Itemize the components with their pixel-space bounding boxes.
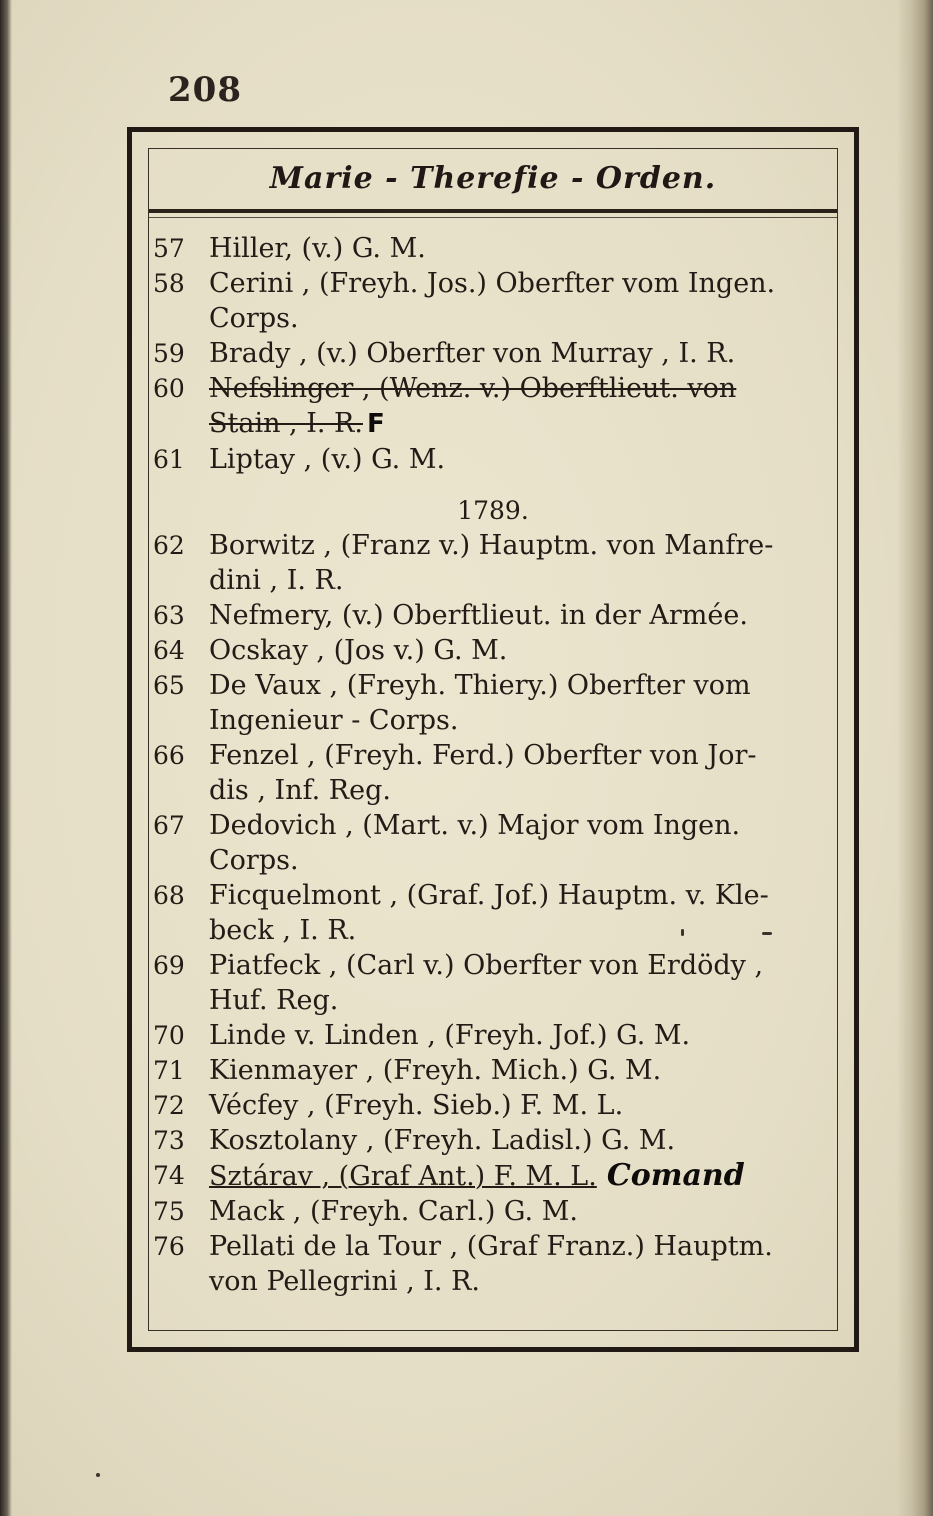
entry-text: Corps. [209,845,299,876]
handwritten-annotation: Comand [606,1158,745,1193]
entry-text: dis , Inf. Reg. [209,775,391,806]
entry-text: Mack , (Freyh. Carl.) G. M. [209,1196,578,1227]
entry-continuation [149,913,837,948]
entry-row [149,1158,837,1194]
entry-number: 75 [153,1197,185,1226]
entry-text: Hiller, (v.) G. M. [209,233,426,264]
entry-row [149,1229,837,1264]
entry-number: 64 [153,636,185,665]
ink-speck [762,932,772,935]
entry-text: Sztárav , (Graf Ant.) F. M. L. Comand [209,1158,745,1193]
entry-number [149,406,209,442]
title-bar [149,149,837,213]
entry-number: 69 [153,951,185,980]
entry-number [149,703,209,738]
entry-text: Dedovich , (Mart. v.) Major vom Ingen. [209,810,741,841]
entry-number: 71 [153,1056,185,1085]
entry-text: Cerini , (Freyh. Jos.) Oberfter vom Ingen. [209,268,776,299]
entry-number [149,983,209,1018]
entry-row [149,808,837,843]
entry-row [149,1053,837,1088]
entry-row [149,528,837,563]
entry-continuation [149,1264,837,1299]
entry-row [149,442,837,477]
entry-number: 72 [153,1091,185,1120]
entry-row [149,948,837,983]
entry-number: 76 [153,1232,185,1261]
entry-text: Vécfey , (Freyh. Sieb.) F. M. L. [209,1090,624,1121]
entry-text: dini , I. R. [209,565,344,596]
entry-number: 60 [153,374,185,403]
entry-number [149,843,209,878]
entry-row [149,266,837,301]
entries-before-year [149,231,837,477]
ruled-frame [127,127,859,1352]
entry-number: 73 [153,1126,185,1155]
entry-number: 62 [153,531,185,560]
entry-row [149,336,837,371]
entry-text: von Pellegrini , I. R. [209,1266,481,1297]
entry-list [149,231,837,1299]
entry-number: 74 [153,1161,185,1190]
entry-text: Kosztolany , (Freyh. Ladisl.) G. M. [209,1125,676,1156]
entry-text: Ocskay , (Jos v.) G. M. [209,635,508,666]
entry-continuation [149,301,837,336]
entry-text: Ficquelmont , (Graf. Jof.) Hauptm. v. Kle- [209,880,769,911]
entry-continuation [149,406,837,442]
page-spine-shadow [897,0,933,1516]
entry-text: Piatfeck , (Carl v.) Oberfter von Erdödy , [209,950,764,981]
entry-row [149,1018,837,1053]
year-heading: 1789. [457,496,529,525]
entry-row [149,1088,837,1123]
entry-row [149,1123,837,1158]
entry-continuation [149,703,837,738]
entry-continuation [149,563,837,598]
title-rule [149,217,837,218]
entry-text: Nefslinger , (Wenz. v.) Oberftlieut. von [209,373,737,404]
entry-text: De Vaux , (Freyh. Thiery.) Oberfter vom [209,670,751,701]
entry-row [149,231,837,266]
entry-number: 65 [153,671,185,700]
entry-text: beck , I. R. [209,915,357,946]
ink-speck [681,929,684,936]
entry-continuation [149,773,837,808]
entry-row [149,878,837,913]
entry-number [149,301,209,336]
entry-text: Huf. Reg. [209,985,339,1016]
entry-text: Kienmayer , (Freyh. Mich.) G. M. [209,1055,662,1086]
entry-row [149,738,837,773]
entry-number: 66 [153,741,185,770]
entry-row [149,633,837,668]
entry-number: 63 [153,601,185,630]
entry-row [149,1194,837,1229]
entry-text: Brady , (v.) Oberfter von Murray , I. R. [209,338,736,369]
entry-row [149,371,837,406]
entry-text: Borwitz , (Franz v.) Hauptm. von Manfre- [209,530,774,561]
entry-number: 57 [153,234,185,263]
entry-number: 58 [153,269,185,298]
page-number: 208 [168,70,242,110]
entry-text: Liptay , (v.) G. M. [209,444,446,475]
entry-number [149,913,209,948]
entry-number [149,1264,209,1299]
entry-row [149,668,837,703]
entry-number [149,773,209,808]
entry-text: Pellati de la Tour , (Graf Franz.) Hauptm. [209,1231,773,1262]
entry-number [149,563,209,598]
entry-number: 68 [153,881,185,910]
entry-number: 70 [153,1021,185,1050]
entry-text: Fenzel , (Freyh. Ferd.) Oberfter von Jor- [209,740,757,771]
inner-frame [148,148,838,1331]
entry-number: 59 [153,339,185,368]
entry-number: 67 [153,811,185,840]
entry-row [149,598,837,633]
page-title: Marie - Therefie - Orden. [269,161,717,196]
pen-mark-annotation: F [366,409,385,439]
entry-text: Nefmery, (v.) Oberftlieut. in der Armée. [209,600,748,631]
entries-after-year [149,528,837,1299]
entry-continuation [149,983,837,1018]
entry-text: Corps. [209,303,299,334]
entry-number: 61 [153,445,185,474]
entry-continuation [149,843,837,878]
entry-text: Stain , I. R. F [209,408,385,439]
entry-text: Ingenieur - Corps. [209,705,459,736]
paper-speck [96,1473,100,1477]
entry-text: Linde v. Linden , (Freyh. Jof.) G. M. [209,1020,691,1051]
